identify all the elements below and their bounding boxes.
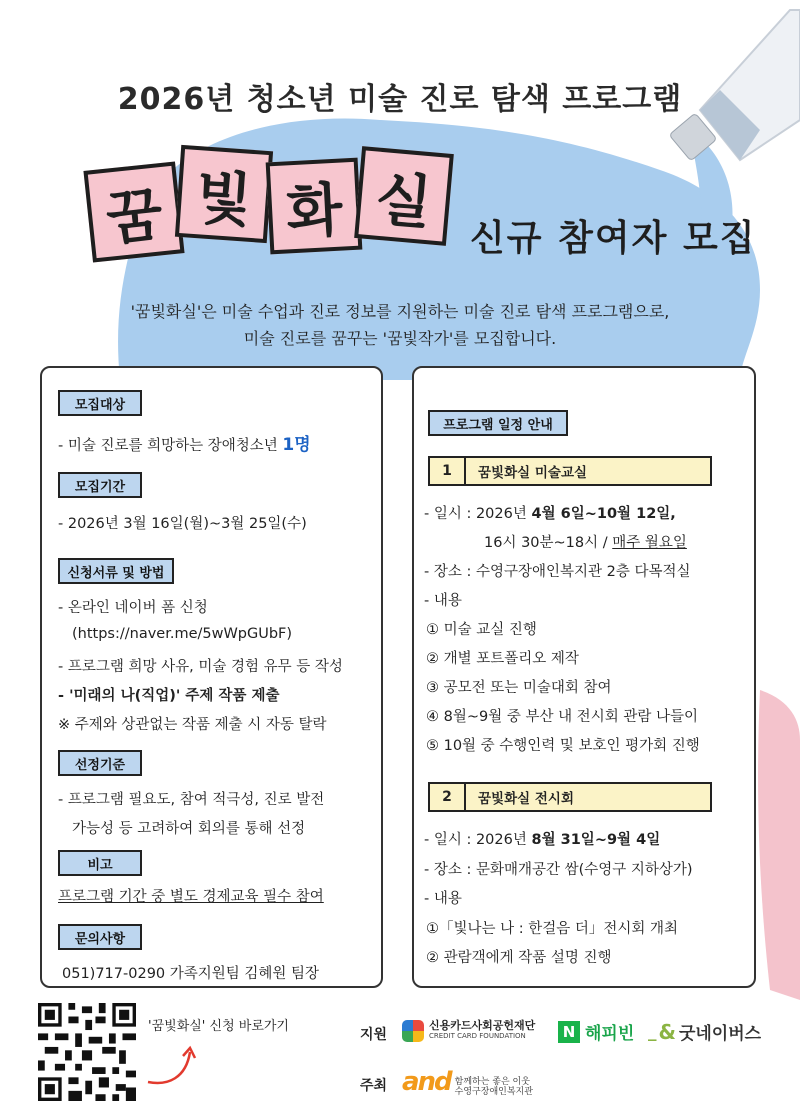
note-tag: 비고 bbox=[58, 850, 142, 876]
program-2-number: 2 bbox=[430, 784, 466, 810]
program-1-title: 꿈빛화실 미술교실 bbox=[478, 465, 588, 481]
goodneighbors-text: 굿네이버스 bbox=[678, 1024, 762, 1044]
naver-n-icon: N bbox=[558, 1021, 580, 1043]
ywc-text bbox=[455, 1077, 533, 1097]
qr-code-icon[interactable] bbox=[38, 1003, 136, 1101]
program-1-item: ② 개별 포트폴리오 제작 bbox=[426, 651, 579, 667]
program-2-date: - 일시 : 2026년 8월 31일~9월 4일 bbox=[424, 832, 661, 848]
apply-warning: ※ 주제와 상관없는 작품 제출 시 자동 탈락 bbox=[58, 717, 327, 733]
program-1-item: ③ 공모전 또는 미술대회 참여 bbox=[426, 680, 612, 696]
goodneighbors-logo: _ & 굿네이버스 bbox=[648, 1019, 762, 1044]
target-count: 1명 bbox=[282, 435, 311, 455]
program-2-item: ② 관람객에게 작품 설명 진행 bbox=[426, 950, 612, 966]
period-tag: 모집기간 bbox=[58, 472, 142, 498]
program-2-bar bbox=[428, 782, 712, 812]
program-1-item: ⑤ 10월 중 수행인력 및 보호인 평가회 진행 bbox=[426, 738, 700, 754]
credit-card-foundation-logo bbox=[402, 1020, 535, 1042]
intro-line-1: '꿈빛화실'은 미술 수업과 진로 정보를 지원하는 미술 진로 탐색 프로그램으로, bbox=[130, 302, 670, 321]
intro-line-2: 미술 진로를 꿈꾸는 '꿈빛작가'를 모집합니다. bbox=[243, 329, 557, 348]
apply-url[interactable]: (https://naver.me/5wWpGUbF) bbox=[72, 626, 293, 642]
curved-arrow-icon bbox=[142, 1040, 202, 1090]
program-1-bar bbox=[428, 456, 712, 486]
suyeong-welfare-center-logo bbox=[402, 1067, 533, 1097]
title-char-3: 화 bbox=[266, 158, 363, 255]
target-tag: 모집대상 bbox=[58, 390, 142, 416]
program-1-item: ④ 8월~9월 중 부산 내 전시회 관람 나들이 bbox=[426, 709, 698, 725]
title-char-4: 실 bbox=[354, 146, 454, 246]
program-1-number: 1 bbox=[430, 458, 466, 484]
criteria-line-2: 가능성 등 고려하여 회의를 통해 선정 bbox=[72, 821, 306, 837]
ywc-name: 수영구장애인복지관 bbox=[454, 1087, 533, 1097]
program-1-time: 16시 30분~18시 / 매주 월요일 bbox=[484, 535, 687, 551]
ccf-name-en: CREDIT CARD FOUNDATION bbox=[429, 1032, 526, 1040]
ywc-slogan: 함께하는 좋은 이웃 bbox=[454, 1077, 530, 1087]
apply-tag: 신청서류 및 방법 bbox=[58, 558, 174, 584]
support-label: 지원 bbox=[360, 1027, 388, 1043]
program-1-date: - 일시 : 2026년 4월 6일~10월 12일, bbox=[424, 506, 676, 522]
contact-tag: 문의사항 bbox=[58, 924, 142, 950]
title-char-1: 꿈 bbox=[83, 161, 184, 262]
program-1-item: ① 미술 교실 진행 bbox=[426, 622, 537, 638]
pink-paint-blob bbox=[758, 690, 800, 1000]
ccf-mark-icon bbox=[402, 1020, 424, 1042]
apply-line-4: - '미래의 나(직업)' 주제 작품 제출 bbox=[58, 688, 280, 704]
ccf-name-kr: 신용카드사회공헌재단 bbox=[429, 1019, 536, 1032]
recruit-heading: 신규 참여자 모집 bbox=[470, 218, 757, 259]
target-text: - 미술 진로를 희망하는 장애청소년 1명 bbox=[58, 435, 311, 455]
program-2-place: - 장소 : 문화매개공간 쌈(수영구 지하상가) bbox=[424, 862, 693, 878]
schedule-tag: 프로그램 일정 안내 bbox=[428, 410, 568, 436]
goodneighbors-mark-icon: & bbox=[658, 1019, 676, 1044]
apply-line-3: - 프로그램 희망 사유, 미술 경험 유무 등 작성 bbox=[58, 659, 343, 675]
period-text: - 2026년 3월 16일(월)~3월 25일(수) bbox=[58, 516, 307, 532]
program-2-title: 꿈빛화실 전시회 bbox=[478, 791, 574, 807]
contact-text: 051)717-0290 가족지원팀 김혜원 팀장 bbox=[62, 966, 320, 982]
program-subtitle: 2026년 청소년 미술 진로 탐색 프로그램 bbox=[117, 82, 683, 117]
note-text: 프로그램 기간 중 별도 경제교육 필수 참여 bbox=[58, 889, 324, 905]
title-char-2: 빛 bbox=[175, 145, 273, 243]
happybean-text: 해피빈 bbox=[585, 1024, 635, 1044]
criteria-line-1: - 프로그램 필요도, 참여 적극성, 진로 발전 bbox=[58, 792, 325, 808]
program-1-place: - 장소 : 수영구장애인복지관 2층 다목적실 bbox=[424, 564, 691, 580]
criteria-tag: 선정기준 bbox=[58, 750, 142, 776]
program-2-item: ①「빛나는 나 : 한걸음 더」전시회 개최 bbox=[426, 921, 679, 937]
qr-caption: '꿈빛화실' 신청 바로가기 bbox=[148, 1019, 289, 1034]
apply-line-1: - 온라인 네이버 폼 신청 bbox=[58, 600, 208, 616]
happybean-logo bbox=[558, 1019, 634, 1044]
host-label: 주최 bbox=[360, 1078, 388, 1094]
schedule-panel bbox=[412, 366, 756, 988]
intro-text bbox=[0, 298, 800, 352]
program-1-content-label: - 내용 bbox=[424, 593, 462, 609]
program-2-content-label: - 내용 bbox=[424, 891, 462, 907]
ywc-mark-icon: and bbox=[402, 1067, 451, 1097]
recruit-info-panel bbox=[40, 366, 383, 988]
